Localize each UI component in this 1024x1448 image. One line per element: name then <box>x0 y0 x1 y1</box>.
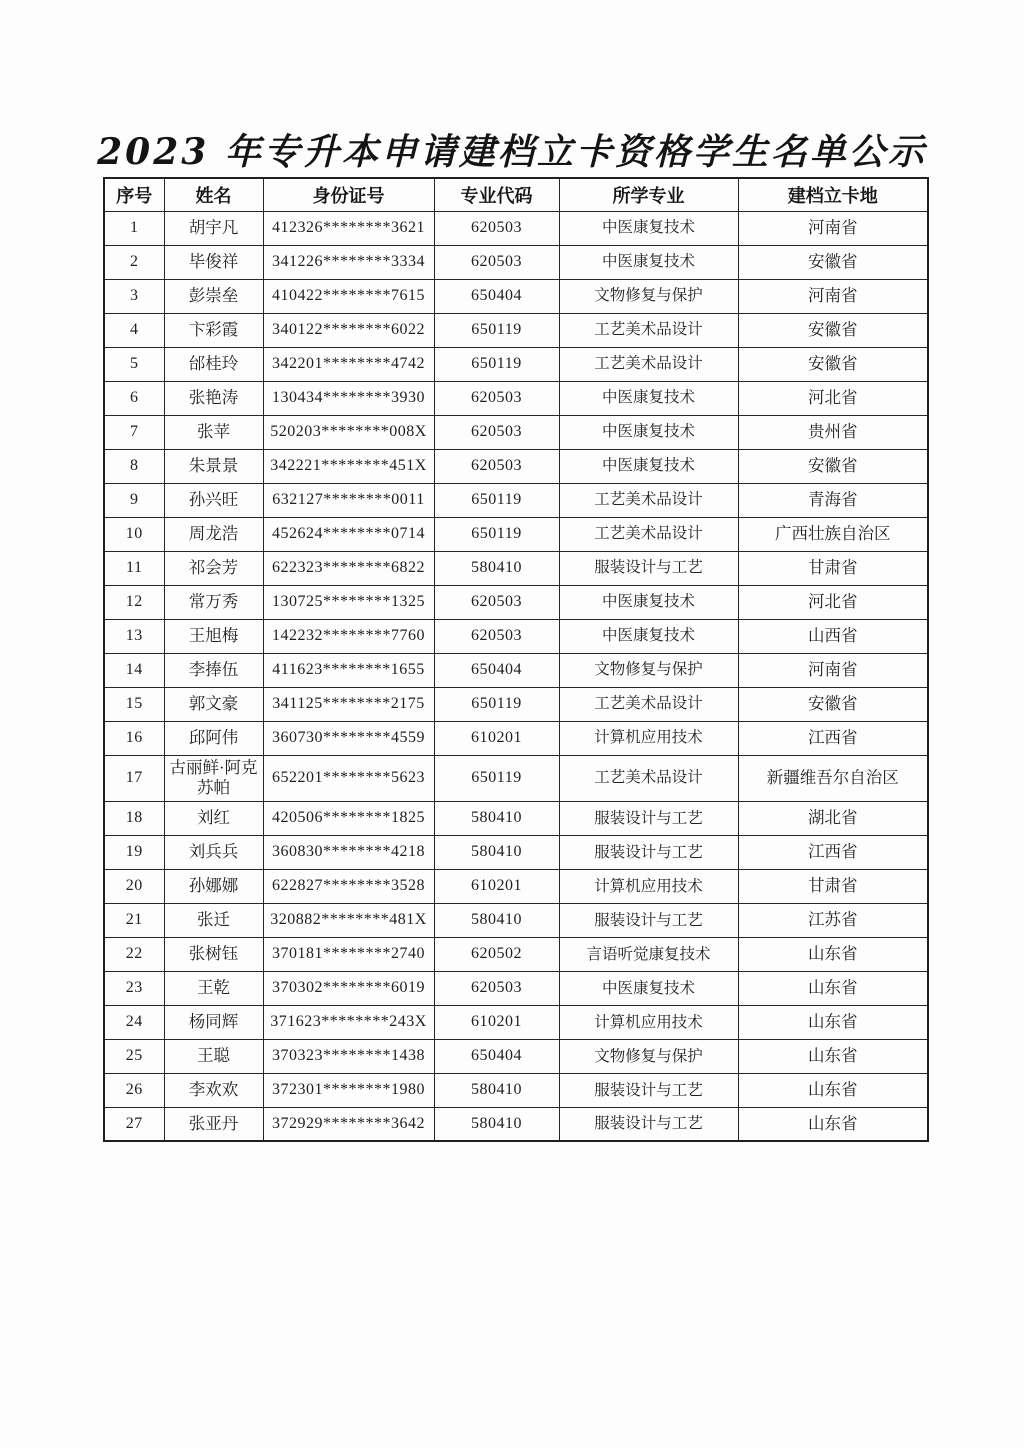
cell-name: 常万秀 <box>164 585 263 619</box>
header-row <box>104 178 928 211</box>
cell-registration-place: 河南省 <box>738 211 928 245</box>
table-row <box>104 211 928 245</box>
cell-registration-place: 河北省 <box>738 381 928 415</box>
table-row <box>104 755 928 801</box>
column-header-index: 序号 <box>104 178 164 211</box>
cell-index: 6 <box>104 381 164 415</box>
cell-name: 古丽鲜·阿克苏帕 <box>164 755 263 801</box>
table-row <box>104 551 928 585</box>
cell-major-code: 620503 <box>434 415 559 449</box>
cell-index: 24 <box>104 1005 164 1039</box>
cell-major: 服装设计与工艺 <box>559 835 738 869</box>
column-header-registration-place: 建档立卡地 <box>738 178 928 211</box>
cell-id-number: 342221********451X <box>263 449 434 483</box>
cell-name: 孙兴旺 <box>164 483 263 517</box>
cell-major-code: 620503 <box>434 211 559 245</box>
table-row <box>104 483 928 517</box>
cell-index: 26 <box>104 1073 164 1107</box>
cell-index: 9 <box>104 483 164 517</box>
cell-id-number: 320882********481X <box>263 903 434 937</box>
cell-major-code: 620503 <box>434 381 559 415</box>
cell-major-code: 650404 <box>434 653 559 687</box>
cell-id-number: 652201********5623 <box>263 755 434 801</box>
cell-index: 12 <box>104 585 164 619</box>
cell-id-number: 130725********1325 <box>263 585 434 619</box>
cell-index: 23 <box>104 971 164 1005</box>
cell-major: 服装设计与工艺 <box>559 801 738 835</box>
cell-id-number: 411623********1655 <box>263 653 434 687</box>
cell-id-number: 622827********3528 <box>263 869 434 903</box>
cell-index: 16 <box>104 721 164 755</box>
cell-id-number: 341125********2175 <box>263 687 434 721</box>
table-row <box>104 1107 928 1141</box>
cell-major: 工艺美术品设计 <box>559 347 738 381</box>
cell-index: 4 <box>104 313 164 347</box>
cell-id-number: 360830********4218 <box>263 835 434 869</box>
cell-id-number: 370323********1438 <box>263 1039 434 1073</box>
cell-registration-place: 安徽省 <box>738 449 928 483</box>
cell-major-code: 650119 <box>434 313 559 347</box>
cell-registration-place: 山东省 <box>738 1107 928 1141</box>
cell-major-code: 580410 <box>434 903 559 937</box>
table-row <box>104 1005 928 1039</box>
cell-name: 刘红 <box>164 801 263 835</box>
cell-name: 周龙浩 <box>164 517 263 551</box>
cell-registration-place: 甘肃省 <box>738 869 928 903</box>
cell-major-code: 650119 <box>434 517 559 551</box>
cell-registration-place: 江西省 <box>738 721 928 755</box>
table-row <box>104 687 928 721</box>
table-row <box>104 279 928 313</box>
cell-registration-place: 河北省 <box>738 585 928 619</box>
column-header-major: 所学专业 <box>559 178 738 211</box>
cell-id-number: 520203********008X <box>263 415 434 449</box>
cell-name: 张迁 <box>164 903 263 937</box>
cell-name: 朱景景 <box>164 449 263 483</box>
cell-id-number: 360730********4559 <box>263 721 434 755</box>
cell-major-code: 620503 <box>434 449 559 483</box>
cell-major-code: 620503 <box>434 245 559 279</box>
table-row <box>104 347 928 381</box>
cell-id-number: 410422********7615 <box>263 279 434 313</box>
cell-name: 邰桂玲 <box>164 347 263 381</box>
cell-registration-place: 安徽省 <box>738 313 928 347</box>
cell-index: 18 <box>104 801 164 835</box>
cell-index: 15 <box>104 687 164 721</box>
cell-major-code: 620503 <box>434 619 559 653</box>
cell-major: 中医康复技术 <box>559 245 738 279</box>
cell-major: 服装设计与工艺 <box>559 1107 738 1141</box>
table-row <box>104 313 928 347</box>
cell-id-number: 632127********0011 <box>263 483 434 517</box>
cell-registration-place: 山东省 <box>738 1005 928 1039</box>
cell-major: 计算机应用技术 <box>559 1005 738 1039</box>
cell-registration-place: 山东省 <box>738 1073 928 1107</box>
cell-index: 21 <box>104 903 164 937</box>
cell-name: 卞彩霞 <box>164 313 263 347</box>
cell-major: 中医康复技术 <box>559 449 738 483</box>
cell-registration-place: 山西省 <box>738 619 928 653</box>
cell-registration-place: 安徽省 <box>738 687 928 721</box>
cell-major: 中医康复技术 <box>559 971 738 1005</box>
cell-name: 李欢欢 <box>164 1073 263 1107</box>
cell-major-code: 580410 <box>434 801 559 835</box>
cell-id-number: 412326********3621 <box>263 211 434 245</box>
cell-name: 张亚丹 <box>164 1107 263 1141</box>
cell-name: 邱阿伟 <box>164 721 263 755</box>
table-row <box>104 381 928 415</box>
cell-major: 服装设计与工艺 <box>559 1073 738 1107</box>
cell-id-number: 420506********1825 <box>263 801 434 835</box>
cell-major: 服装设计与工艺 <box>559 551 738 585</box>
cell-index: 25 <box>104 1039 164 1073</box>
cell-index: 27 <box>104 1107 164 1141</box>
cell-registration-place: 河南省 <box>738 279 928 313</box>
table-row <box>104 517 928 551</box>
cell-name: 祁会芳 <box>164 551 263 585</box>
cell-index: 1 <box>104 211 164 245</box>
table-row <box>104 619 928 653</box>
cell-major: 言语听觉康复技术 <box>559 937 738 971</box>
cell-id-number: 452624********0714 <box>263 517 434 551</box>
cell-major: 工艺美术品设计 <box>559 755 738 801</box>
table-row <box>104 415 928 449</box>
cell-major: 计算机应用技术 <box>559 721 738 755</box>
cell-name: 胡宇凡 <box>164 211 263 245</box>
cell-registration-place: 甘肃省 <box>738 551 928 585</box>
cell-id-number: 370302********6019 <box>263 971 434 1005</box>
table-row <box>104 245 928 279</box>
cell-major-code: 650119 <box>434 347 559 381</box>
cell-registration-place: 山东省 <box>738 971 928 1005</box>
cell-major-code: 650119 <box>434 687 559 721</box>
cell-major-code: 650404 <box>434 279 559 313</box>
cell-major-code: 580410 <box>434 835 559 869</box>
cell-major-code: 610201 <box>434 1005 559 1039</box>
cell-major: 服装设计与工艺 <box>559 903 738 937</box>
cell-name: 彭崇垒 <box>164 279 263 313</box>
table-row <box>104 971 928 1005</box>
cell-index: 5 <box>104 347 164 381</box>
cell-major: 中医康复技术 <box>559 381 738 415</box>
table-row <box>104 937 928 971</box>
cell-name: 王旭梅 <box>164 619 263 653</box>
cell-index: 14 <box>104 653 164 687</box>
student-table <box>103 177 929 1142</box>
cell-registration-place: 安徽省 <box>738 347 928 381</box>
table-row <box>104 585 928 619</box>
cell-id-number: 370181********2740 <box>263 937 434 971</box>
cell-index: 11 <box>104 551 164 585</box>
table-row <box>104 903 928 937</box>
cell-major: 工艺美术品设计 <box>559 483 738 517</box>
cell-id-number: 371623********243X <box>263 1005 434 1039</box>
cell-major-code: 610201 <box>434 721 559 755</box>
cell-name: 张苹 <box>164 415 263 449</box>
cell-index: 10 <box>104 517 164 551</box>
cell-registration-place: 江西省 <box>738 835 928 869</box>
table-row <box>104 449 928 483</box>
cell-index: 8 <box>104 449 164 483</box>
cell-major: 文物修复与保护 <box>559 653 738 687</box>
cell-index: 20 <box>104 869 164 903</box>
table-header <box>104 178 928 211</box>
cell-registration-place: 湖北省 <box>738 801 928 835</box>
cell-major-code: 580410 <box>434 1107 559 1141</box>
cell-major-code: 650404 <box>434 1039 559 1073</box>
column-header-major-code: 专业代码 <box>434 178 559 211</box>
cell-major: 文物修复与保护 <box>559 1039 738 1073</box>
cell-registration-place: 山东省 <box>738 937 928 971</box>
column-header-name: 姓名 <box>164 178 263 211</box>
table-row <box>104 869 928 903</box>
cell-major-code: 620503 <box>434 971 559 1005</box>
page-title: 2023 年专升本申请建档立卡资格学生名单公示 <box>97 131 927 173</box>
cell-major: 中医康复技术 <box>559 585 738 619</box>
cell-index: 7 <box>104 415 164 449</box>
cell-major-code: 650119 <box>434 755 559 801</box>
cell-major: 中医康复技术 <box>559 211 738 245</box>
cell-id-number: 142232********7760 <box>263 619 434 653</box>
cell-major-code: 580410 <box>434 551 559 585</box>
cell-major-code: 620503 <box>434 585 559 619</box>
cell-name: 王聪 <box>164 1039 263 1073</box>
cell-index: 22 <box>104 937 164 971</box>
cell-name: 张艳涛 <box>164 381 263 415</box>
cell-name: 郭文豪 <box>164 687 263 721</box>
cell-registration-place: 青海省 <box>738 483 928 517</box>
cell-name: 张树钰 <box>164 937 263 971</box>
cell-major: 工艺美术品设计 <box>559 517 738 551</box>
cell-registration-place: 河南省 <box>738 653 928 687</box>
cell-id-number: 622323********6822 <box>263 551 434 585</box>
cell-name: 孙娜娜 <box>164 869 263 903</box>
cell-major-code: 580410 <box>434 1073 559 1107</box>
column-header-id-number: 身份证号 <box>263 178 434 211</box>
table-row <box>104 835 928 869</box>
cell-major: 计算机应用技术 <box>559 869 738 903</box>
cell-registration-place: 新疆维吾尔自治区 <box>738 755 928 801</box>
cell-name: 王乾 <box>164 971 263 1005</box>
cell-index: 17 <box>104 755 164 801</box>
cell-registration-place: 山东省 <box>738 1039 928 1073</box>
table-row <box>104 653 928 687</box>
table-row <box>104 721 928 755</box>
cell-id-number: 372301********1980 <box>263 1073 434 1107</box>
cell-registration-place: 贵州省 <box>738 415 928 449</box>
table-row <box>104 801 928 835</box>
cell-major: 文物修复与保护 <box>559 279 738 313</box>
table-row <box>104 1073 928 1107</box>
cell-registration-place: 江苏省 <box>738 903 928 937</box>
cell-major: 工艺美术品设计 <box>559 687 738 721</box>
cell-major-code: 650119 <box>434 483 559 517</box>
cell-major: 中医康复技术 <box>559 619 738 653</box>
cell-major-code: 620502 <box>434 937 559 971</box>
cell-index: 2 <box>104 245 164 279</box>
cell-name: 李捧伍 <box>164 653 263 687</box>
cell-id-number: 342201********4742 <box>263 347 434 381</box>
cell-id-number: 372929********3642 <box>263 1107 434 1141</box>
cell-index: 13 <box>104 619 164 653</box>
cell-index: 19 <box>104 835 164 869</box>
cell-major: 工艺美术品设计 <box>559 313 738 347</box>
table-body <box>104 211 928 1141</box>
cell-major: 中医康复技术 <box>559 415 738 449</box>
cell-major-code: 610201 <box>434 869 559 903</box>
cell-id-number: 340122********6022 <box>263 313 434 347</box>
cell-name: 毕俊祥 <box>164 245 263 279</box>
cell-name: 杨同辉 <box>164 1005 263 1039</box>
cell-registration-place: 广西壮族自治区 <box>738 517 928 551</box>
cell-id-number: 341226********3334 <box>263 245 434 279</box>
cell-registration-place: 安徽省 <box>738 245 928 279</box>
table-row <box>104 1039 928 1073</box>
cell-index: 3 <box>104 279 164 313</box>
cell-id-number: 130434********3930 <box>263 381 434 415</box>
cell-name: 刘兵兵 <box>164 835 263 869</box>
